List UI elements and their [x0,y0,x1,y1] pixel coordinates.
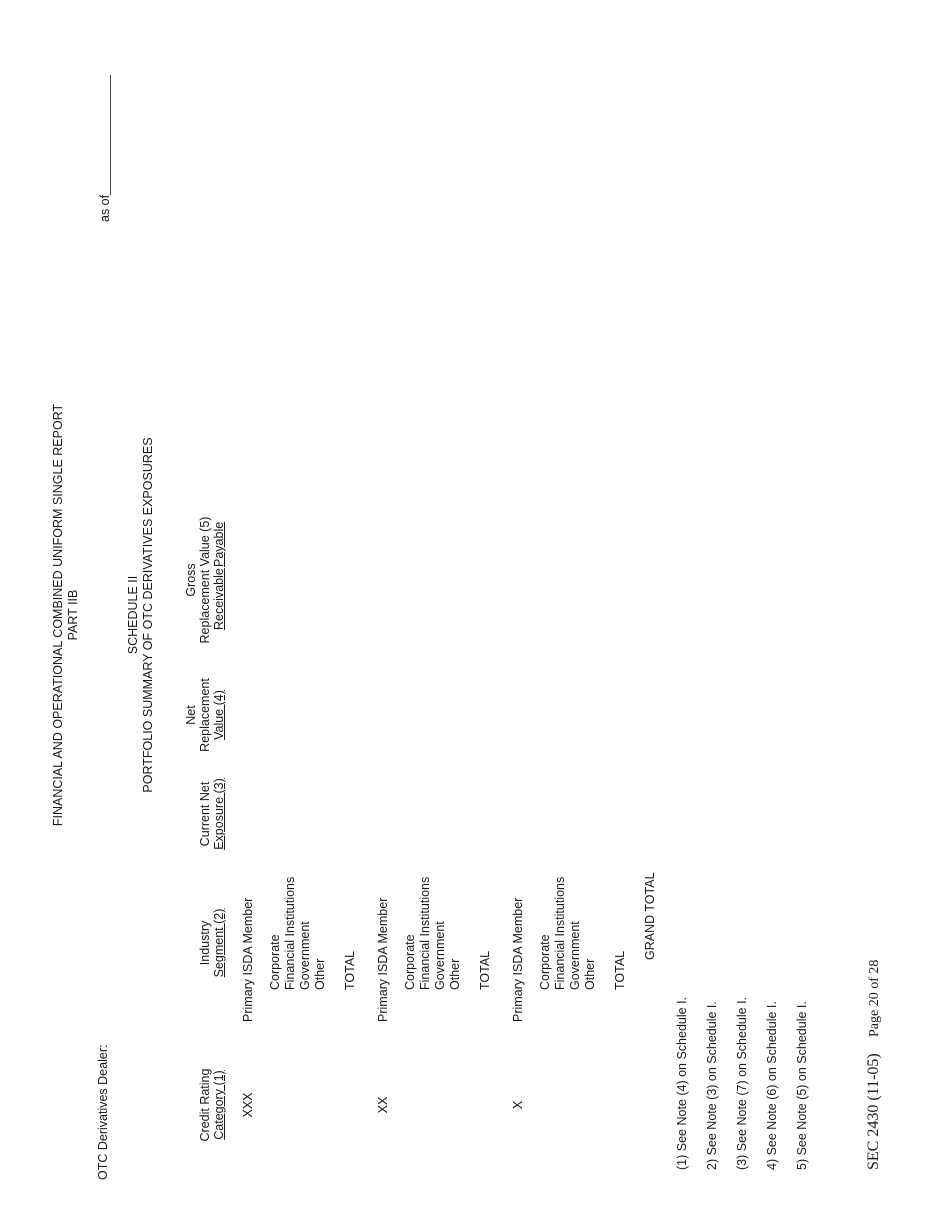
dealer-label: OTC Derivatives Dealer: [96,1044,110,1180]
footnote: (1) See Note (4) on Schedule I. [675,996,689,1170]
footnote: 2) See Note (3) on Schedule I. [705,1001,719,1170]
industry-primary-isda-member: Primary ISDA Member [241,897,255,1022]
industry-segment-corporate: Corporate [538,934,552,990]
col-header-payable: Payable [212,521,226,567]
industry-segment-other: Other [313,958,327,990]
schedule-label: SCHEDULE II [126,575,140,655]
industry-segment-financial-institutions: Financial Institutions [553,876,567,990]
col-header-net-replacement-value: Net Replacement Value (4) [184,678,226,752]
credit-rating-xx: XX [376,1096,390,1114]
group-total: TOTAL [343,950,357,990]
credit-rating-x: X [511,1100,525,1110]
industry-segment-financial-institutions: Financial Institutions [418,876,432,990]
industry-primary-isda-member: Primary ISDA Member [376,897,390,1022]
footnote: (3) See Note (7) on Schedule I. [735,996,749,1170]
industry-primary-isda-member: Primary ISDA Member [511,897,525,1022]
schedule-subtitle: PORTFOLIO SUMMARY OF OTC DERIVATIVES EXPOSURES [141,437,155,793]
industry-segment-other: Other [448,958,462,990]
footnote: 4) See Note (6) on Schedule I. [765,1001,779,1170]
credit-rating-xxx: XXX [241,1092,255,1118]
col-header-industry-segment: Industry Segment (2) [198,908,226,978]
group-total: TOTAL [613,950,627,990]
col-header-current-net-exposure: Current Net Exposure (3) [198,778,226,850]
industry-segment-government: Government [568,921,582,990]
page-number: Page 20 of 28 [867,959,882,1037]
report-part: PART IIB [66,589,80,641]
col-header-gross-replacement-value: Gross Replacement Value (5) [184,516,212,644]
grand-total: GRAND TOTAL [643,872,657,960]
footnote: 5) See Note (5) on Schedule I. [795,1001,809,1170]
group-total: TOTAL [478,950,492,990]
industry-segment-other: Other [583,958,597,990]
col-header-receivable: Receivable [212,568,226,630]
industry-segment-government: Government [433,921,447,990]
industry-segment-corporate: Corporate [403,934,417,990]
industry-segment-government: Government [298,921,312,990]
industry-segment-financial-institutions: Financial Institutions [283,876,297,990]
report-title: FINANCIAL AND OPERATIONAL COMBINED UNIFORM SINGLE REPORT [51,403,65,827]
industry-segment-corporate: Corporate [268,934,282,990]
as-of-date-line [110,75,111,195]
col-header-credit-rating: Credit Rating Category (1) [198,1068,226,1142]
as-of-label: as of [98,194,112,222]
form-code: SEC 2430 (11-05) [865,1053,882,1170]
